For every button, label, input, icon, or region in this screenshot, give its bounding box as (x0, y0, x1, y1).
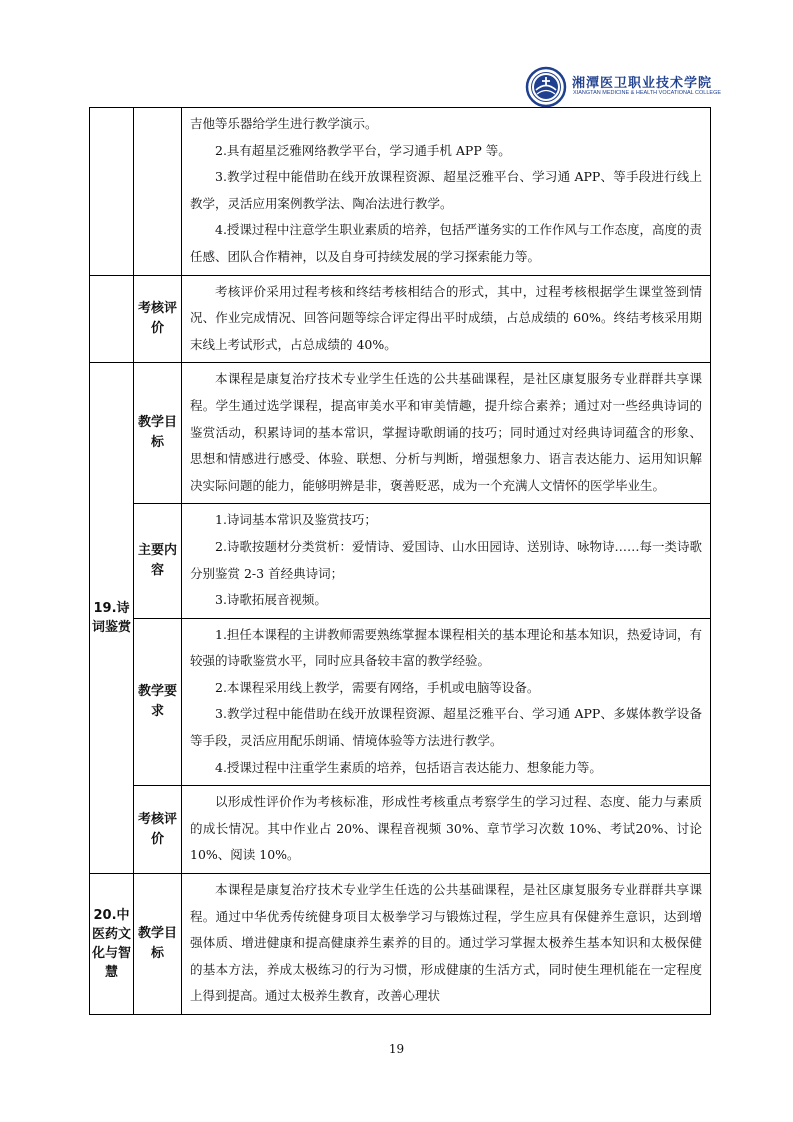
content-paragraph: 4.授课过程中注重学生素质的培养，包括语言表达能力、想象能力等。 (215, 759, 602, 775)
course-name-cell (90, 108, 134, 276)
row-content (182, 363, 711, 504)
content-paragraph: 2.诗歌按题材分类赏析：爱情诗、爱国诗、山水田园诗、送别诗、咏物诗……每一类诗歌分别鉴赏 2-3 首经典诗词； (190, 538, 702, 581)
content-paragraph: 3.教学过程中能借助在线开放课程资源、超星泛雅平台、学习通 APP、等手段进行线上教学，灵活应用案例教学法、陶冶法进行教学。 (190, 169, 702, 211)
table-row (90, 504, 711, 618)
row-label: 教学目标 (134, 363, 182, 504)
college-name-en: XIANGTAN MEDICINE & HEALTH VOCATIONAL COLLEGE (573, 90, 722, 96)
row-content (182, 618, 711, 786)
page-number: 19 (388, 1042, 405, 1056)
college-header (525, 66, 725, 108)
row-content (182, 786, 711, 874)
course-name: 20.中医药文化与智慧 (90, 874, 134, 1015)
content-paragraph: 4.授课过程中注意学生职业素质的培养，包括严谨务实的工作作风与工作态度，高度的责任感、团队合作精神，以及自身可持续发展的学习探索能力等。 (190, 222, 702, 264)
content-paragraph: 3.诗歌拓展音视频。 (215, 592, 327, 608)
table-row (90, 874, 711, 1015)
college-logo-icon (525, 66, 567, 108)
content-paragraph: 2.具有超星泛雅网络教学平台，学习通手机 APP 等。 (215, 142, 511, 158)
content-paragraph: 本课程是康复治疗技术专业学生任选的公共基础课程，是社区康复服务专业群群共享课程。学生通过选学课程，提高审美水平和审美情趣，提升综合素养；通过对一些经典诗词的鉴赏活动，积累诗词的基本常识，掌握诗歌朗诵的技巧；同时通过对经典诗词蕴含的形象、思想和情感进行感受、体验、联想、分析与判断，增强想象力、语言表达能力、运用知识解决实际问题的能力，能够明辨是非，褒善贬恶，成为一个充满人文情怀的医学毕业生。 (190, 371, 702, 493)
content-paragraph: 1.诗词基本常识及鉴赏技巧； (215, 512, 377, 528)
content-paragraph: 1.担任本课程的主讲教师需要熟练掌握本课程相关的基本理论和基本知识，热爱诗词，有较强的诗歌鉴赏水平，同时应具备较丰富的教学经验。 (190, 626, 702, 669)
table-row (90, 363, 711, 504)
row-content (182, 504, 711, 618)
content-paragraph: 考核评价采用过程考核和终结考核相结合的形式，其中，过程考核根据学生课堂签到情况、作业完成情况、回答问题等综合评定得出平时成绩，占总成绩的 60%。终结考核采用期末线上考试形式，占总成绩的 40%。 (190, 283, 702, 352)
row-label (134, 108, 182, 276)
row-label: 教学要求 (134, 618, 182, 786)
content-paragraph: 2.本课程采用线上教学，需要有网络，手机或电脑等设备。 (215, 679, 540, 695)
row-label: 教学目标 (134, 874, 182, 1015)
course-name-cell (90, 275, 134, 363)
content-paragraph: 3.教学过程中能借助在线开放课程资源、超星泛雅平台、学习通 APP、多媒体教学设备等手段，灵活应用配乐朗诵、情境体验等方法进行教学。 (190, 706, 702, 749)
row-content (182, 275, 711, 363)
row-label: 考核评价 (134, 786, 182, 874)
course-name: 19.诗词鉴赏 (90, 363, 134, 874)
content-paragraph: 本课程是康复治疗技术专业学生任选的公共基础课程，是社区康复服务专业群群共享课程。通过中华优秀传统健身项目太极拳学习与锻炼过程，学生应具有保健养生意识，达到增强体质、增进健康和提高健康养生素养的目的。通过学习掌握太极养生基本知识和太极保健的基本方法，养成太极练习的行为习惯，形成健康的生活方式，同时使生理机能在一定程度上得到提高。通过太极养生教育，改善心理状 (190, 882, 702, 1004)
table-row (90, 108, 711, 276)
content-paragraph: 吉他等乐器给学生进行教学演示。 (190, 116, 378, 131)
row-content (182, 874, 711, 1015)
row-label: 主要内容 (134, 504, 182, 618)
college-name: 湘潭医卫职业技术学院 (572, 76, 713, 91)
course-table (89, 107, 711, 1015)
table-row (90, 275, 711, 363)
table-row (90, 618, 711, 786)
row-label: 考核评价 (134, 275, 182, 363)
table-row (90, 786, 711, 874)
row-content (182, 108, 711, 276)
content-paragraph: 以形成性评价作为考核标准，形成性考核重点考察学生的学习过程、态度、能力与素质的成长情况。其中作业占 20%、课程音视频 30%、章节学习次数 10%、考试20%、讨论 10%、阅读 10%。 (190, 794, 702, 863)
